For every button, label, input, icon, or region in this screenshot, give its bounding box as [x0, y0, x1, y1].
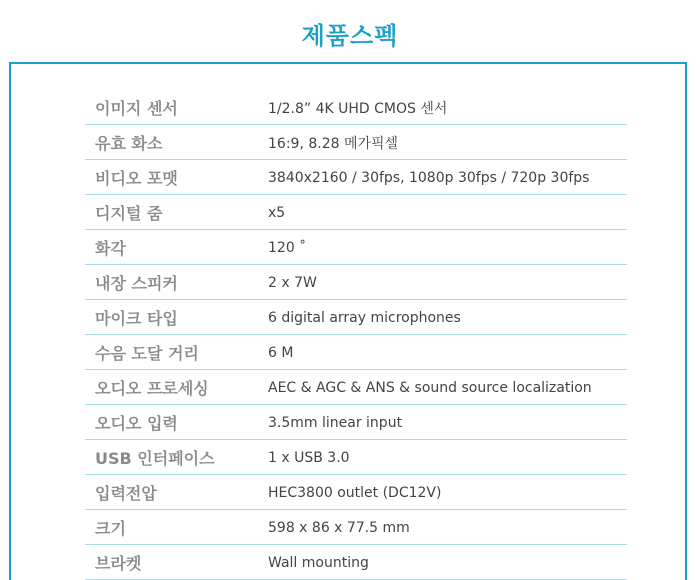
- spec-value: x5: [268, 204, 286, 221]
- spec-value: HEC3800 outlet (DC12V): [268, 484, 442, 501]
- spec-value: Wall mounting: [268, 554, 369, 571]
- spec-value: 16:9, 8.28 메가픽셀: [268, 135, 399, 152]
- spec-label: USB 인터페이스: [95, 449, 215, 468]
- spec-row: [85, 406, 627, 440]
- spec-table: [85, 91, 627, 580]
- spec-row: [85, 196, 627, 230]
- spec-value: 2 x 7W: [268, 274, 317, 291]
- spec-row: [85, 266, 627, 300]
- spec-label: 크기: [95, 519, 126, 538]
- spec-row: [85, 126, 627, 160]
- page-title: 제품스펙: [301, 22, 399, 50]
- spec-value: 1 x USB 3.0: [268, 449, 350, 466]
- spec-label: 화각: [95, 239, 126, 258]
- spec-label: 브라켓: [95, 554, 142, 573]
- spec-label: 이미지 센서: [95, 99, 178, 118]
- spec-value: 3840x2160 / 30fps, 1080p 30fps / 720p 30fps: [268, 169, 590, 186]
- spec-value: 3.5mm linear input: [268, 414, 403, 431]
- spec-value: 598 x 86 x 77.5 mm: [268, 519, 410, 536]
- spec-row: [85, 91, 627, 125]
- spec-value: 120 ˚: [268, 239, 307, 256]
- spec-value: 6 M: [268, 344, 294, 361]
- spec-label: 유효 화소: [95, 134, 163, 153]
- spec-value: AEC & AGC & ANS & sound source localization: [268, 379, 592, 396]
- spec-row: [85, 161, 627, 195]
- spec-row: [85, 231, 627, 265]
- spec-value: 6 digital array microphones: [268, 309, 461, 326]
- spec-label: 비디오 포맷: [95, 169, 178, 188]
- spec-label: 디지털 줌: [95, 204, 163, 223]
- spec-row: [85, 511, 627, 545]
- spec-label: 입력전압: [95, 484, 157, 503]
- spec-row: [85, 371, 627, 405]
- spec-label: 오디오 프로세싱: [95, 379, 209, 398]
- spec-row: [85, 336, 627, 370]
- spec-row: [85, 476, 627, 510]
- spec-label: 마이크 타입: [95, 309, 178, 328]
- spec-value: 1/2.8” 4K UHD CMOS 센서: [268, 100, 448, 117]
- spec-label: 내장 스피커: [95, 274, 178, 293]
- spec-row: [85, 441, 627, 475]
- spec-label: 오디오 입력: [95, 414, 178, 433]
- spec-row: [85, 546, 627, 580]
- spec-row: [85, 301, 627, 335]
- spec-label: 수음 도달 거리: [95, 344, 199, 363]
